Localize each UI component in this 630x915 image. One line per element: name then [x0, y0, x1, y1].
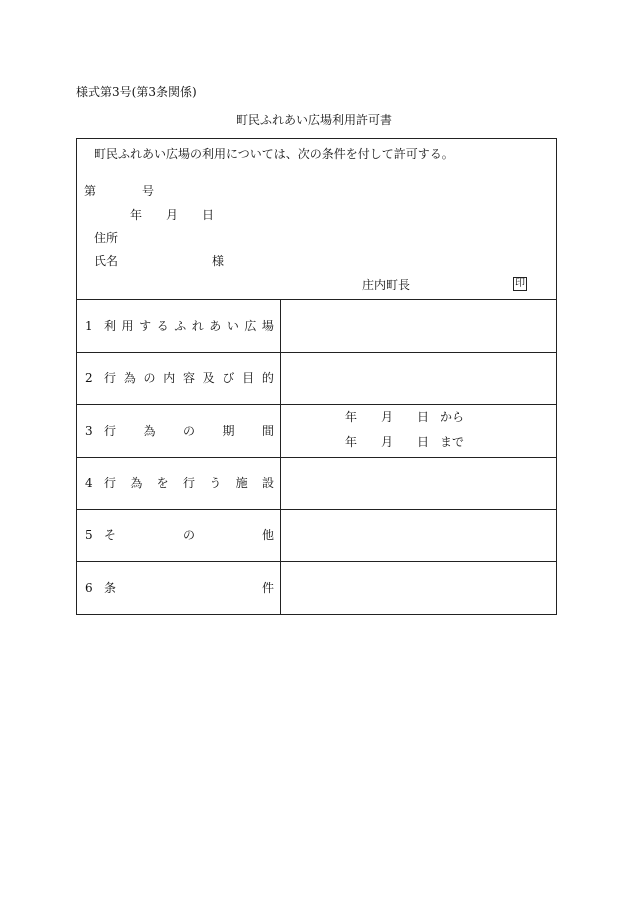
period-to-day: 日 [417, 435, 430, 449]
period-to-label: まで [440, 435, 465, 449]
honorific: 様 [212, 254, 225, 268]
row-divider [76, 457, 557, 458]
issue-date-month: 月 [166, 208, 179, 222]
period-from-year: 年 [345, 410, 358, 424]
row-number: 3 [85, 424, 93, 438]
permit-number-prefix: 第 [84, 184, 97, 198]
row-label-conditions: 条 件 [104, 581, 274, 595]
period-from-day: 日 [417, 410, 430, 424]
issue-date-day: 日 [202, 208, 215, 222]
row-label-purpose: 行 為 の 内 容 及 び 目 的 [104, 371, 274, 385]
name-label: 氏名 [94, 254, 119, 268]
period-from-month: 月 [381, 410, 394, 424]
permit-statement: 町民ふれあい広場の利用については、次の条件を付して許可する。 [94, 147, 454, 161]
column-divider [280, 299, 281, 614]
seal-mark: 印 [515, 278, 525, 289]
row-number: 5 [85, 528, 93, 542]
row-divider [76, 352, 557, 353]
row-number: 6 [85, 581, 93, 595]
row-divider [76, 404, 557, 405]
row-label-other: そ の 他 [104, 528, 274, 542]
row-divider [76, 509, 557, 510]
issuer-title: 庄内町長 [362, 278, 411, 292]
permit-number-suffix: 号 [142, 184, 155, 198]
issue-date-year: 年 [130, 208, 143, 222]
period-from-label: から [440, 410, 465, 424]
period-to-month: 月 [381, 435, 394, 449]
row-divider [76, 561, 557, 562]
period-to-year: 年 [345, 435, 358, 449]
document-title: 町民ふれあい広場利用許可書 [236, 113, 393, 127]
row-number: 4 [85, 476, 93, 490]
row-label-facility: 利 用 す る ふ れ あ い 広 場 [104, 319, 274, 333]
row-label-period: 行 為 の 期 間 [104, 424, 274, 438]
row-divider [76, 299, 557, 300]
address-label: 住所 [94, 231, 119, 245]
row-number: 2 [85, 371, 93, 385]
row-label-facilities-used: 行 為 を 行 う 施 設 [104, 476, 274, 490]
row-number: 1 [85, 319, 93, 333]
form-number-label: 様式第3号(第3条関係) [76, 85, 197, 99]
